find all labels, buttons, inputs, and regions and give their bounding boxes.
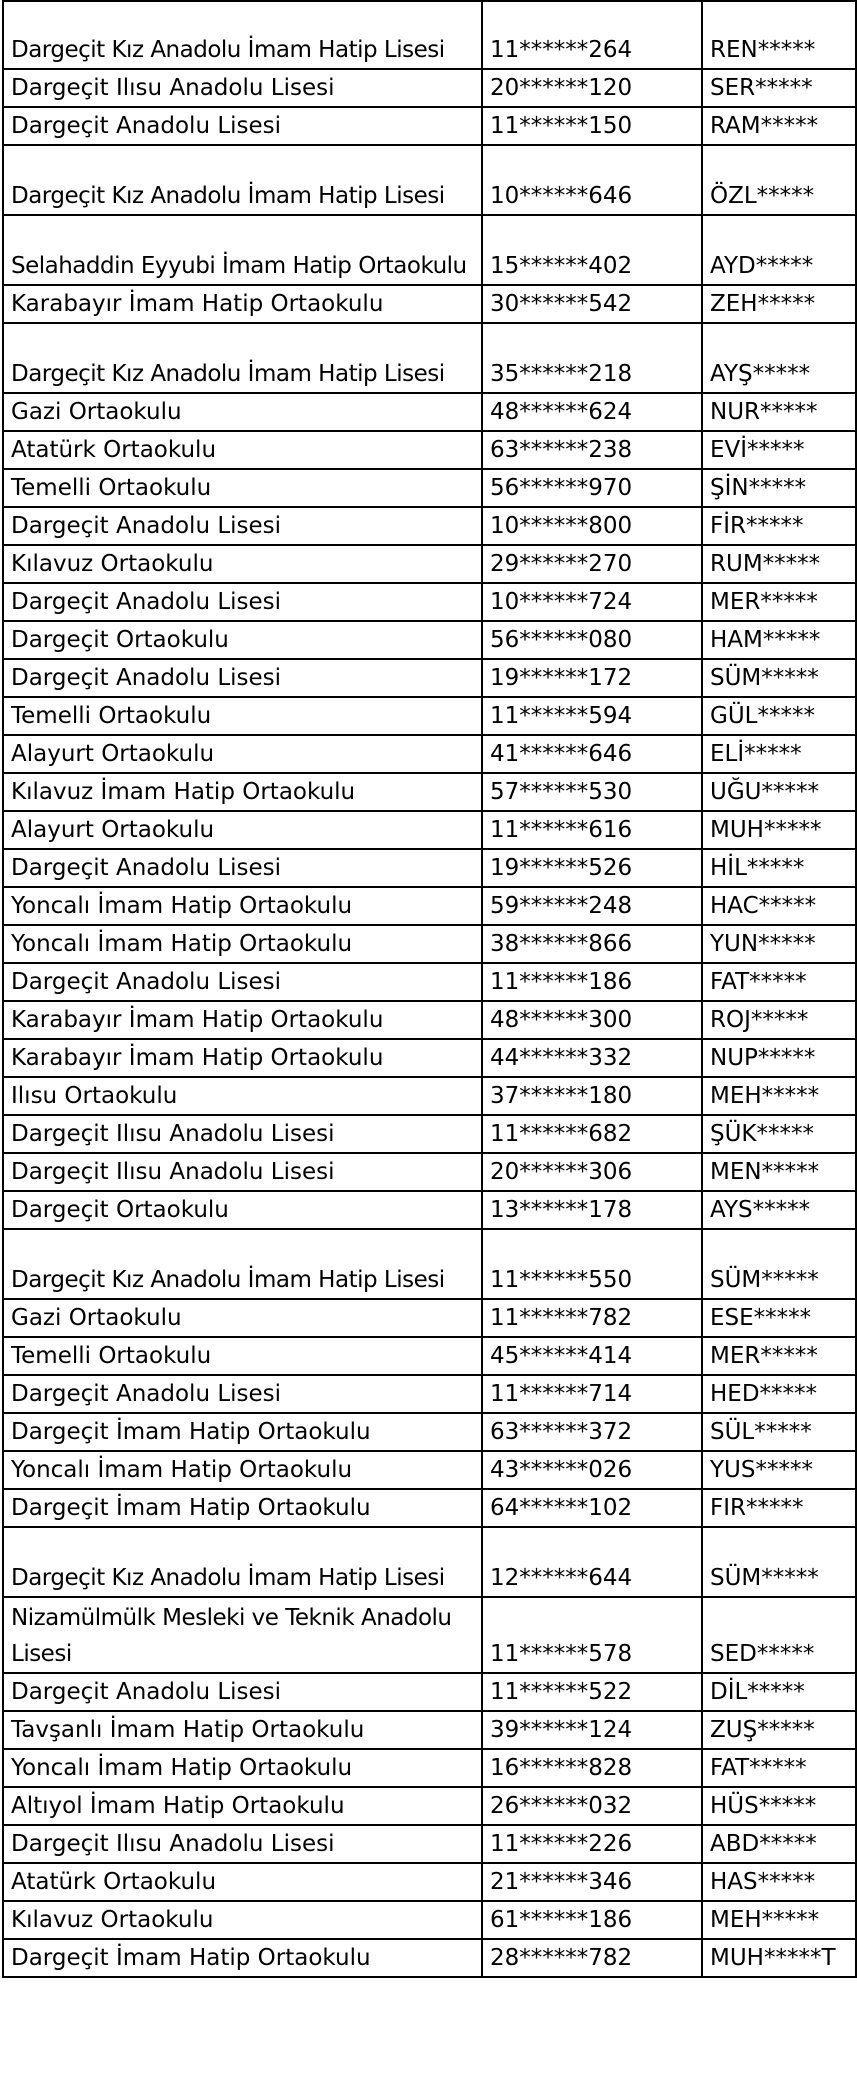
masked-name-cell: ABD***** [702,1825,856,1863]
masked-id-cell: 12******644 [482,1527,702,1597]
table-row [3,1749,856,1787]
table-row [3,735,856,773]
table-row [3,507,856,545]
table-row [3,659,856,697]
school-name-cell: Selahaddin Eyyubi İmam Hatip Ortaokulu [3,215,482,285]
school-name-cell: Dargeçit Anadolu Lisesi [3,583,482,621]
masked-name-cell: UĞU***** [702,773,856,811]
table-row [3,1527,856,1597]
school-name-cell: Atatürk Ortaokulu [3,431,482,469]
school-name-cell: Dargeçit Anadolu Lisesi [3,507,482,545]
masked-id-cell: 63******372 [482,1413,702,1451]
masked-name-cell: HÜS***** [702,1787,856,1825]
table-row [3,1077,856,1115]
masked-id-cell: 28******782 [482,1939,702,1977]
masked-id-cell: 15******402 [482,215,702,285]
table-row [3,1787,856,1825]
school-name-cell: Yoncalı İmam Hatip Ortaokulu [3,887,482,925]
table-row [3,1191,856,1229]
masked-name-cell: FİR***** [702,507,856,545]
school-name-cell: Ilısu Ortaokulu [3,1077,482,1115]
table-row [3,1115,856,1153]
masked-id-cell: 44******332 [482,1039,702,1077]
table-row [3,285,856,323]
school-name-cell: Dargeçit Ilısu Anadolu Lisesi [3,1115,482,1153]
masked-id-cell: 11******782 [482,1299,702,1337]
table-row [3,1299,856,1337]
school-name-cell: Karabayır İmam Hatip Ortaokulu [3,1039,482,1077]
table-row [3,887,856,925]
masked-id-cell: 10******724 [482,583,702,621]
masked-id-cell: 10******800 [482,507,702,545]
masked-id-cell: 38******866 [482,925,702,963]
masked-name-cell: HAC***** [702,887,856,925]
table-row [3,925,856,963]
masked-name-cell: MUH***** [702,811,856,849]
school-name-cell: Dargeçit Anadolu Lisesi [3,849,482,887]
school-name-cell: Dargeçit İmam Hatip Ortaokulu [3,1489,482,1527]
school-name-cell: Dargeçit İmam Hatip Ortaokulu [3,1939,482,1977]
masked-name-cell: FIR***** [702,1489,856,1527]
table-row [3,69,856,107]
masked-name-cell: SÜL***** [702,1413,856,1451]
school-name-cell: Karabayır İmam Hatip Ortaokulu [3,285,482,323]
school-name-cell: Dargeçit Ortaokulu [3,621,482,659]
school-name-cell: Dargeçit Kız Anadolu İmam Hatip Lisesi [3,1527,482,1597]
masked-id-cell: 37******180 [482,1077,702,1115]
masked-name-cell: SÜM***** [702,1229,856,1299]
masked-name-cell: DİL***** [702,1673,856,1711]
masked-id-cell: 11******682 [482,1115,702,1153]
school-name-cell: Gazi Ortaokulu [3,393,482,431]
masked-name-cell: MER***** [702,1337,856,1375]
masked-name-cell: MER***** [702,583,856,621]
masked-id-cell: 29******270 [482,545,702,583]
masked-id-cell: 11******550 [482,1229,702,1299]
masked-name-cell: HAM***** [702,621,856,659]
school-name-cell: Dargeçit Anadolu Lisesi [3,1673,482,1711]
masked-name-cell: MEH***** [702,1077,856,1115]
school-name-cell: Altıyol İmam Hatip Ortaokulu [3,1787,482,1825]
school-name-cell: Alayurt Ortaokulu [3,735,482,773]
masked-name-cell: RUM***** [702,545,856,583]
masked-id-cell: 16******828 [482,1749,702,1787]
masked-name-cell: REN***** [702,1,856,69]
table-row [3,107,856,145]
school-name-cell: Kılavuz İmam Hatip Ortaokulu [3,773,482,811]
masked-id-cell: 48******300 [482,1001,702,1039]
school-name-cell: Alayurt Ortaokulu [3,811,482,849]
masked-name-cell: AYD***** [702,215,856,285]
school-name-cell: Dargeçit Ortaokulu [3,1191,482,1229]
masked-id-cell: 11******264 [482,1,702,69]
student-table-body [3,1,856,1977]
table-row [3,1673,856,1711]
table-row [3,1939,856,1977]
table-row [3,431,856,469]
masked-name-cell: HİL***** [702,849,856,887]
school-name-cell: Yoncalı İmam Hatip Ortaokulu [3,1451,482,1489]
school-name-cell: Dargeçit Ilısu Anadolu Lisesi [3,69,482,107]
masked-id-cell: 61******186 [482,1901,702,1939]
school-name-cell: Temelli Ortaokulu [3,1337,482,1375]
school-name-cell: Temelli Ortaokulu [3,697,482,735]
school-name-cell: Dargeçit Kız Anadolu İmam Hatip Lisesi [3,145,482,215]
masked-name-cell: YUS***** [702,1451,856,1489]
school-name-cell: Dargeçit Kız Anadolu İmam Hatip Lisesi [3,1,482,69]
student-table [2,0,857,1978]
table-row [3,963,856,1001]
masked-id-cell: 11******150 [482,107,702,145]
masked-id-cell: 39******124 [482,1711,702,1749]
school-name-cell: Dargeçit Anadolu Lisesi [3,963,482,1001]
masked-id-cell: 11******594 [482,697,702,735]
school-name-cell: Dargeçit İmam Hatip Ortaokulu [3,1413,482,1451]
school-name-cell: Gazi Ortaokulu [3,1299,482,1337]
masked-id-cell: 11******616 [482,811,702,849]
masked-name-cell: ŞİN***** [702,469,856,507]
masked-name-cell: ZUŞ***** [702,1711,856,1749]
masked-name-cell: AYŞ***** [702,323,856,393]
school-name-cell: Kılavuz Ortaokulu [3,1901,482,1939]
masked-id-cell: 43******026 [482,1451,702,1489]
masked-name-cell: HED***** [702,1375,856,1413]
table-row [3,1489,856,1527]
masked-id-cell: 11******578 [482,1597,702,1673]
masked-id-cell: 48******624 [482,393,702,431]
table-row [3,849,856,887]
masked-id-cell: 57******530 [482,773,702,811]
masked-name-cell: EVİ***** [702,431,856,469]
table-row [3,393,856,431]
school-name-cell: Nizamülmülk Mesleki ve Teknik Anadolu Lisesi [3,1597,482,1673]
table-row [3,583,856,621]
masked-id-cell: 30******542 [482,285,702,323]
masked-name-cell: SÜM***** [702,1527,856,1597]
school-name-cell: Dargeçit Kız Anadolu İmam Hatip Lisesi [3,1229,482,1299]
masked-name-cell: ZEH***** [702,285,856,323]
table-row [3,1039,856,1077]
masked-name-cell: MUH*****T [702,1939,856,1977]
masked-name-cell: ŞÜK***** [702,1115,856,1153]
school-name-cell: Yoncalı İmam Hatip Ortaokulu [3,1749,482,1787]
masked-name-cell: MEH***** [702,1901,856,1939]
masked-id-cell: 35******218 [482,323,702,393]
masked-id-cell: 41******646 [482,735,702,773]
masked-name-cell: RAM***** [702,107,856,145]
table-row [3,1413,856,1451]
masked-id-cell: 11******226 [482,1825,702,1863]
masked-name-cell: AYS***** [702,1191,856,1229]
school-name-cell: Dargeçit Anadolu Lisesi [3,107,482,145]
masked-id-cell: 45******414 [482,1337,702,1375]
masked-id-cell: 56******080 [482,621,702,659]
table-row [3,697,856,735]
school-name-cell: Temelli Ortaokulu [3,469,482,507]
masked-name-cell: ESE***** [702,1299,856,1337]
masked-id-cell: 63******238 [482,431,702,469]
masked-name-cell: YUN***** [702,925,856,963]
masked-name-cell: ELİ***** [702,735,856,773]
masked-name-cell: NUP***** [702,1039,856,1077]
school-name-cell: Atatürk Ortaokulu [3,1863,482,1901]
table-row [3,215,856,285]
masked-name-cell: SER***** [702,69,856,107]
masked-name-cell: FAT***** [702,963,856,1001]
table-row [3,1901,856,1939]
table-row [3,323,856,393]
masked-id-cell: 64******102 [482,1489,702,1527]
table-row [3,1597,856,1673]
table-row [3,469,856,507]
masked-name-cell: SED***** [702,1597,856,1673]
table-row [3,1451,856,1489]
school-name-cell: Dargeçit Anadolu Lisesi [3,659,482,697]
school-name-cell: Dargeçit Kız Anadolu İmam Hatip Lisesi [3,323,482,393]
masked-id-cell: 11******186 [482,963,702,1001]
school-name-cell: Yoncalı İmam Hatip Ortaokulu [3,925,482,963]
school-name-cell: Dargeçit Anadolu Lisesi [3,1375,482,1413]
masked-id-cell: 19******526 [482,849,702,887]
masked-name-cell: NUR***** [702,393,856,431]
school-name-cell: Karabayır İmam Hatip Ortaokulu [3,1001,482,1039]
masked-name-cell: SÜM***** [702,659,856,697]
masked-name-cell: ÖZL***** [702,145,856,215]
table-row [3,145,856,215]
table-row [3,1,856,69]
masked-id-cell: 20******306 [482,1153,702,1191]
masked-id-cell: 10******646 [482,145,702,215]
school-name-cell: Tavşanlı İmam Hatip Ortaokulu [3,1711,482,1749]
table-row [3,773,856,811]
masked-id-cell: 59******248 [482,887,702,925]
masked-id-cell: 21******346 [482,1863,702,1901]
masked-name-cell: MEN***** [702,1153,856,1191]
table-row [3,621,856,659]
masked-name-cell: FAT***** [702,1749,856,1787]
masked-id-cell: 11******714 [482,1375,702,1413]
table-row [3,1001,856,1039]
table-row [3,811,856,849]
table-row [3,1825,856,1863]
school-name-cell: Kılavuz Ortaokulu [3,545,482,583]
masked-id-cell: 11******522 [482,1673,702,1711]
table-row [3,1153,856,1191]
masked-name-cell: HAS***** [702,1863,856,1901]
school-name-cell: Dargeçit Ilısu Anadolu Lisesi [3,1153,482,1191]
table-row [3,1229,856,1299]
school-name-cell: Dargeçit Ilısu Anadolu Lisesi [3,1825,482,1863]
table-row [3,1711,856,1749]
masked-name-cell: ROJ***** [702,1001,856,1039]
masked-id-cell: 19******172 [482,659,702,697]
masked-name-cell: GÜL***** [702,697,856,735]
masked-id-cell: 26******032 [482,1787,702,1825]
table-row [3,1863,856,1901]
masked-id-cell: 56******970 [482,469,702,507]
table-row [3,1375,856,1413]
table-row [3,545,856,583]
masked-id-cell: 20******120 [482,69,702,107]
table-row [3,1337,856,1375]
masked-id-cell: 13******178 [482,1191,702,1229]
